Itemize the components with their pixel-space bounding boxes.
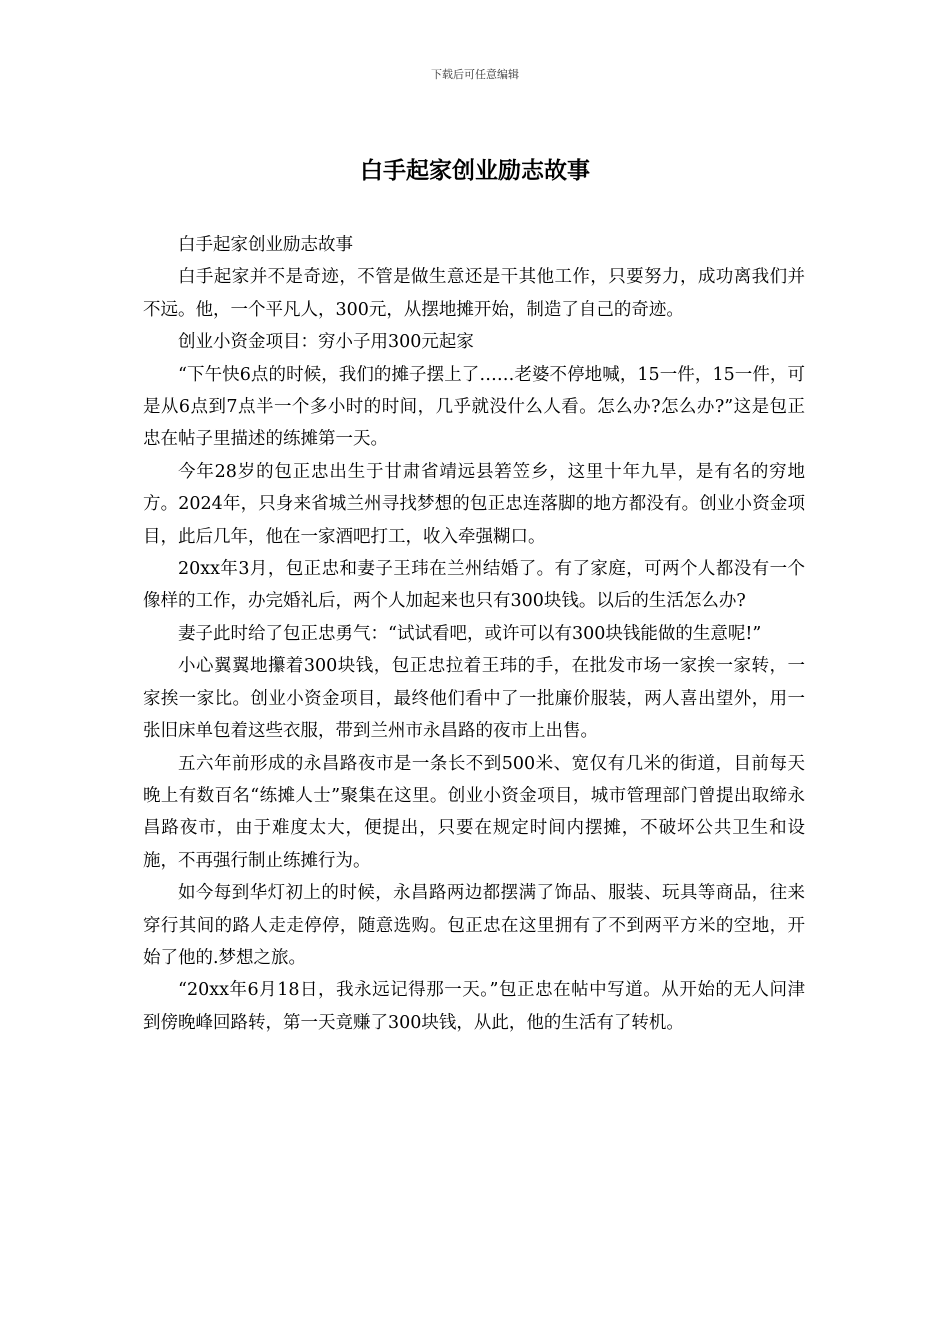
paragraph: 今年28岁的包正忠出生于甘肃省靖远县箬笠乡，这里十年九旱，是有名的穷地方。2024年，只身来省城兰州寻找梦想的包正忠连落脚的地方都没有。创业小资金项目，此后几年，他在一家酒吧打工，收入牵强糊口。 [143, 461, 805, 547]
document-body [143, 229, 805, 1039]
paragraph: “20xx年6月18日，我永远记得那一天。”包正忠在帖中写道。从开始的无人问津到傍晚峰回路转，第一天竟赚了300块钱，从此，他的生活有了转机。 [143, 980, 805, 1033]
paragraph: 白手起家创业励志故事 [178, 235, 353, 255]
paragraph: 白手起家并不是奇迹，不管是做生意还是干其他工作，只要努力，成功离我们并不远。他，一个平凡人，300元，从摆地摊开始，制造了自己的奇迹。 [143, 267, 805, 320]
page-header: 下载后可任意编辑 [431, 68, 519, 81]
document-title: 白手起家创业励志故事 [360, 158, 590, 184]
paragraph: 妻子此时给了包正忠勇气：“试试看吧，或许可以有300块钱能做的生意呢!” [178, 623, 762, 644]
paragraph: 小心翼翼地攥着300块钱，包正忠拉着王玮的手，在批发市场一家挨一家转，一家挨一家比。创业小资金项目，最终他们看中了一批廉价服装，两人喜出望外，用一张旧床单包着这些衣服，带到兰州市永昌路的夜市上出售。 [143, 656, 805, 742]
paragraph: 创业小资金项目：穷小子用300元起家 [178, 332, 474, 353]
paragraph: “下午快6点的时候，我们的摊子摆上了……老婆不停地喊，15一件，15一件，可是从6点到7点半一个多小时的时间，几乎就没什么人看。怎么办?怎么办?”这是包正忠在帖子里描述的练摊第一天。 [143, 364, 805, 450]
paragraph: 20xx年3月，包正忠和妻子王玮在兰州结婚了。有了家庭，可两个人都没有一个像样的工作，办完婚礼后，两个人加起来也只有300块钱。以后的生活怎么办? [143, 559, 805, 612]
paragraph: 五六年前形成的永昌路夜市是一条长不到500米、宽仅有几米的街道，目前每天晚上有数百名“练摊人士”聚集在这里。创业小资金项目，城市管理部门曾提出取缔永昌路夜市，由于难度太大，便提出，只要在规定时间内摆摊，不破坏公共卫生和设施，不再强行制止练摊行为。 [143, 753, 805, 871]
paragraph: 如今每到华灯初上的时候，永昌路两边都摆满了饰品、服装、玩具等商品，往来穿行其间的路人走走停停，随意选购。包正忠在这里拥有了不到两平方米的空地，开始了他的.梦想之旅。 [143, 883, 805, 968]
